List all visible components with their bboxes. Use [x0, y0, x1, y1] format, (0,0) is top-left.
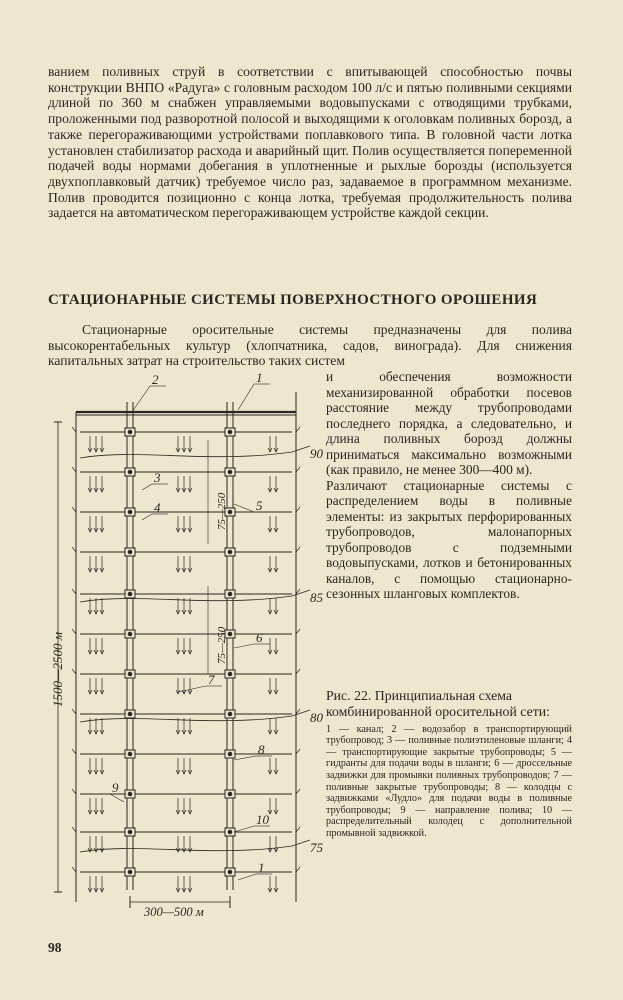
dim-vertical-label: 1500—2500 м: [50, 631, 65, 707]
boundary-tick: [296, 669, 300, 674]
callout-label-3: 3: [154, 470, 161, 485]
contour-line: [80, 446, 310, 458]
section-heading: СТАЦИОНАРНЫЕ СИСТЕМЫ ПОВЕРХНОСТНОГО ОРОШЕНИЯ: [48, 292, 538, 308]
paragraph-intro-text: Стационарные оросительные системы предназначены для полива высокорентабельных культур (хлопчатника, садов, винограда). Для снижения капитальных затрат на строительство таких систем: [48, 322, 572, 369]
hydrant-point: [228, 592, 232, 596]
callout-label-6: 6: [256, 630, 263, 645]
callout-leader: [142, 484, 152, 490]
paragraph-top: ванием поливных струй в соответствии с впитывающей способностью почвы конструкции ВНПО «Радуга» с головным расходом 100 л/с и пятью поливными секциями длиной по 360 м снабжен управляемыми водовыпусками с отводящими трубками, проложенными под разворотной полосой и выходящими к оголовкам поливных борозд, а также перегораживающими устройствами поплавкового типа. В головной части лотка установлен стабилизатор расхода и аварийный щит. Полив осуществляется попеременной подачей воды нормами добегания в уплотненные и рыхлые борозды (используется двухпоплавковый датчик) требуемое число раз, задаваемое в программном механизме. Полив проводится позиционно с конца лотка, требуемая продолжительность полива задается на автоматическом перегораживающем устройстве каждой секции.: [48, 64, 572, 221]
hydrant-point: [228, 752, 232, 756]
boundary-tick: [296, 629, 300, 634]
hydrant-point: [228, 550, 232, 554]
diagram-svg: [48, 362, 328, 930]
callout-label-1: 1: [256, 370, 263, 385]
boundary-tick: [72, 467, 76, 472]
boundary-tick: [72, 507, 76, 512]
boundary-tick: [72, 629, 76, 634]
boundary-tick: [72, 589, 76, 594]
hydrant-point: [128, 870, 132, 874]
callout-label-7: 7: [208, 672, 215, 687]
hydrant-point: [228, 672, 232, 676]
boundary-tick: [72, 789, 76, 794]
callout-leader: [234, 504, 254, 512]
hydrant-point: [128, 632, 132, 636]
boundary-tick: [72, 427, 76, 432]
contour-line: [80, 590, 310, 602]
hydrant-point: [128, 592, 132, 596]
boundary-tick: [296, 867, 300, 872]
hydrant-point: [228, 470, 232, 474]
caption-legend: 1 — канал; 2 — водозабор в транспортирующий трубопровод; 3 — поливные полиэтиленовые шланги; 4 — транспортирующие закрытые трубопроводы; 5 — гидранты для подачи воды в шланги; 6 — дросcельные задвижки для промывки поливных трубопроводов; 7 — поливные закрытые трубопроводы; 8 — колодцы с задвижками «Лудло» для подачи воды в поливные трубопроводы; 9 — направление полива; 10 — распределительный колодец с дополнительной промывной задвижкой.: [326, 723, 572, 839]
contour-label: 85: [310, 590, 323, 605]
boundary-tick: [296, 789, 300, 794]
hydrant-point: [128, 712, 132, 716]
contour-label: 75: [310, 840, 323, 855]
hydrant-point: [228, 632, 232, 636]
hydrant-point: [128, 830, 132, 834]
paragraph-right-2-text: Различают стационарные системы с распределением воды в поливные элементы: из закрытых перфорированных трубопроводов, малонапорных трубопроводов с подземными водовыпусками, лотков и бетонированных каналов, с помощью стационарно-сезонных шланговых комплектов.: [326, 477, 572, 601]
hydrant-point: [128, 550, 132, 554]
callout-leader: [234, 644, 254, 648]
hydrant-point: [228, 510, 232, 514]
dim-horizontal-label: 300—500 м: [144, 905, 204, 919]
boundary-tick: [296, 507, 300, 512]
irrigation-network-diagram: [48, 362, 328, 930]
contour-label: 80: [310, 710, 323, 725]
callout-leader: [234, 826, 254, 832]
boundary-tick: [296, 827, 300, 832]
callout-leader: [110, 794, 124, 802]
paragraph-right-2: [326, 478, 572, 602]
callout-leader: [132, 386, 150, 412]
boundary-tick: [72, 709, 76, 714]
hydrant-point: [128, 672, 132, 676]
hydrant-point: [228, 712, 232, 716]
callout-leader: [142, 514, 152, 520]
hydrant-point: [228, 792, 232, 796]
right-column-text: [326, 369, 572, 602]
boundary-tick: [296, 547, 300, 552]
hydrant-point: [228, 830, 232, 834]
callout-label-5: 5: [256, 498, 263, 513]
boundary-tick: [296, 427, 300, 432]
callout-label-4: 4: [154, 500, 161, 515]
callout-leader: [178, 686, 206, 692]
callout-label-1: 1: [258, 860, 265, 875]
boundary-tick: [296, 467, 300, 472]
callout-label-2: 2: [152, 372, 159, 387]
hydrant-point: [228, 870, 232, 874]
dim-inner-label: 75—250: [216, 492, 228, 530]
page-number: 98: [48, 940, 62, 955]
caption-title: Рис. 22. Принципиальная схема комбинированной оросительной сети:: [326, 688, 550, 719]
callout-label-8: 8: [258, 742, 265, 757]
dim-inner-label: 75—250: [216, 626, 228, 664]
hydrant-point: [128, 430, 132, 434]
contour-line: [80, 710, 310, 722]
callout-leader: [238, 874, 256, 880]
contour-line: [80, 840, 310, 852]
hydrant-point: [128, 792, 132, 796]
boundary-tick: [72, 749, 76, 754]
callout-leader: [238, 384, 254, 410]
boundary-tick: [72, 867, 76, 872]
hydrant-point: [228, 430, 232, 434]
callout-leader: [234, 756, 256, 760]
boundary-tick: [72, 547, 76, 552]
paragraph-right-1: и обеспечения возможности механизированной обработки посевов расстояние между трубопроводами последнего порядка, а следовательно, и длина поливных борозд должны приниматься максимально возможными (как правило, не менее 300—400 м).: [326, 369, 572, 477]
hydrant-point: [128, 510, 132, 514]
callout-label-10: 10: [256, 812, 269, 827]
boundary-tick: [72, 669, 76, 674]
hydrant-point: [128, 752, 132, 756]
boundary-tick: [296, 749, 300, 754]
figure-caption: [326, 688, 572, 840]
boundary-tick: [72, 827, 76, 832]
hydrant-point: [128, 470, 132, 474]
contour-label: 90: [310, 446, 323, 461]
callout-label-9: 9: [112, 780, 119, 795]
